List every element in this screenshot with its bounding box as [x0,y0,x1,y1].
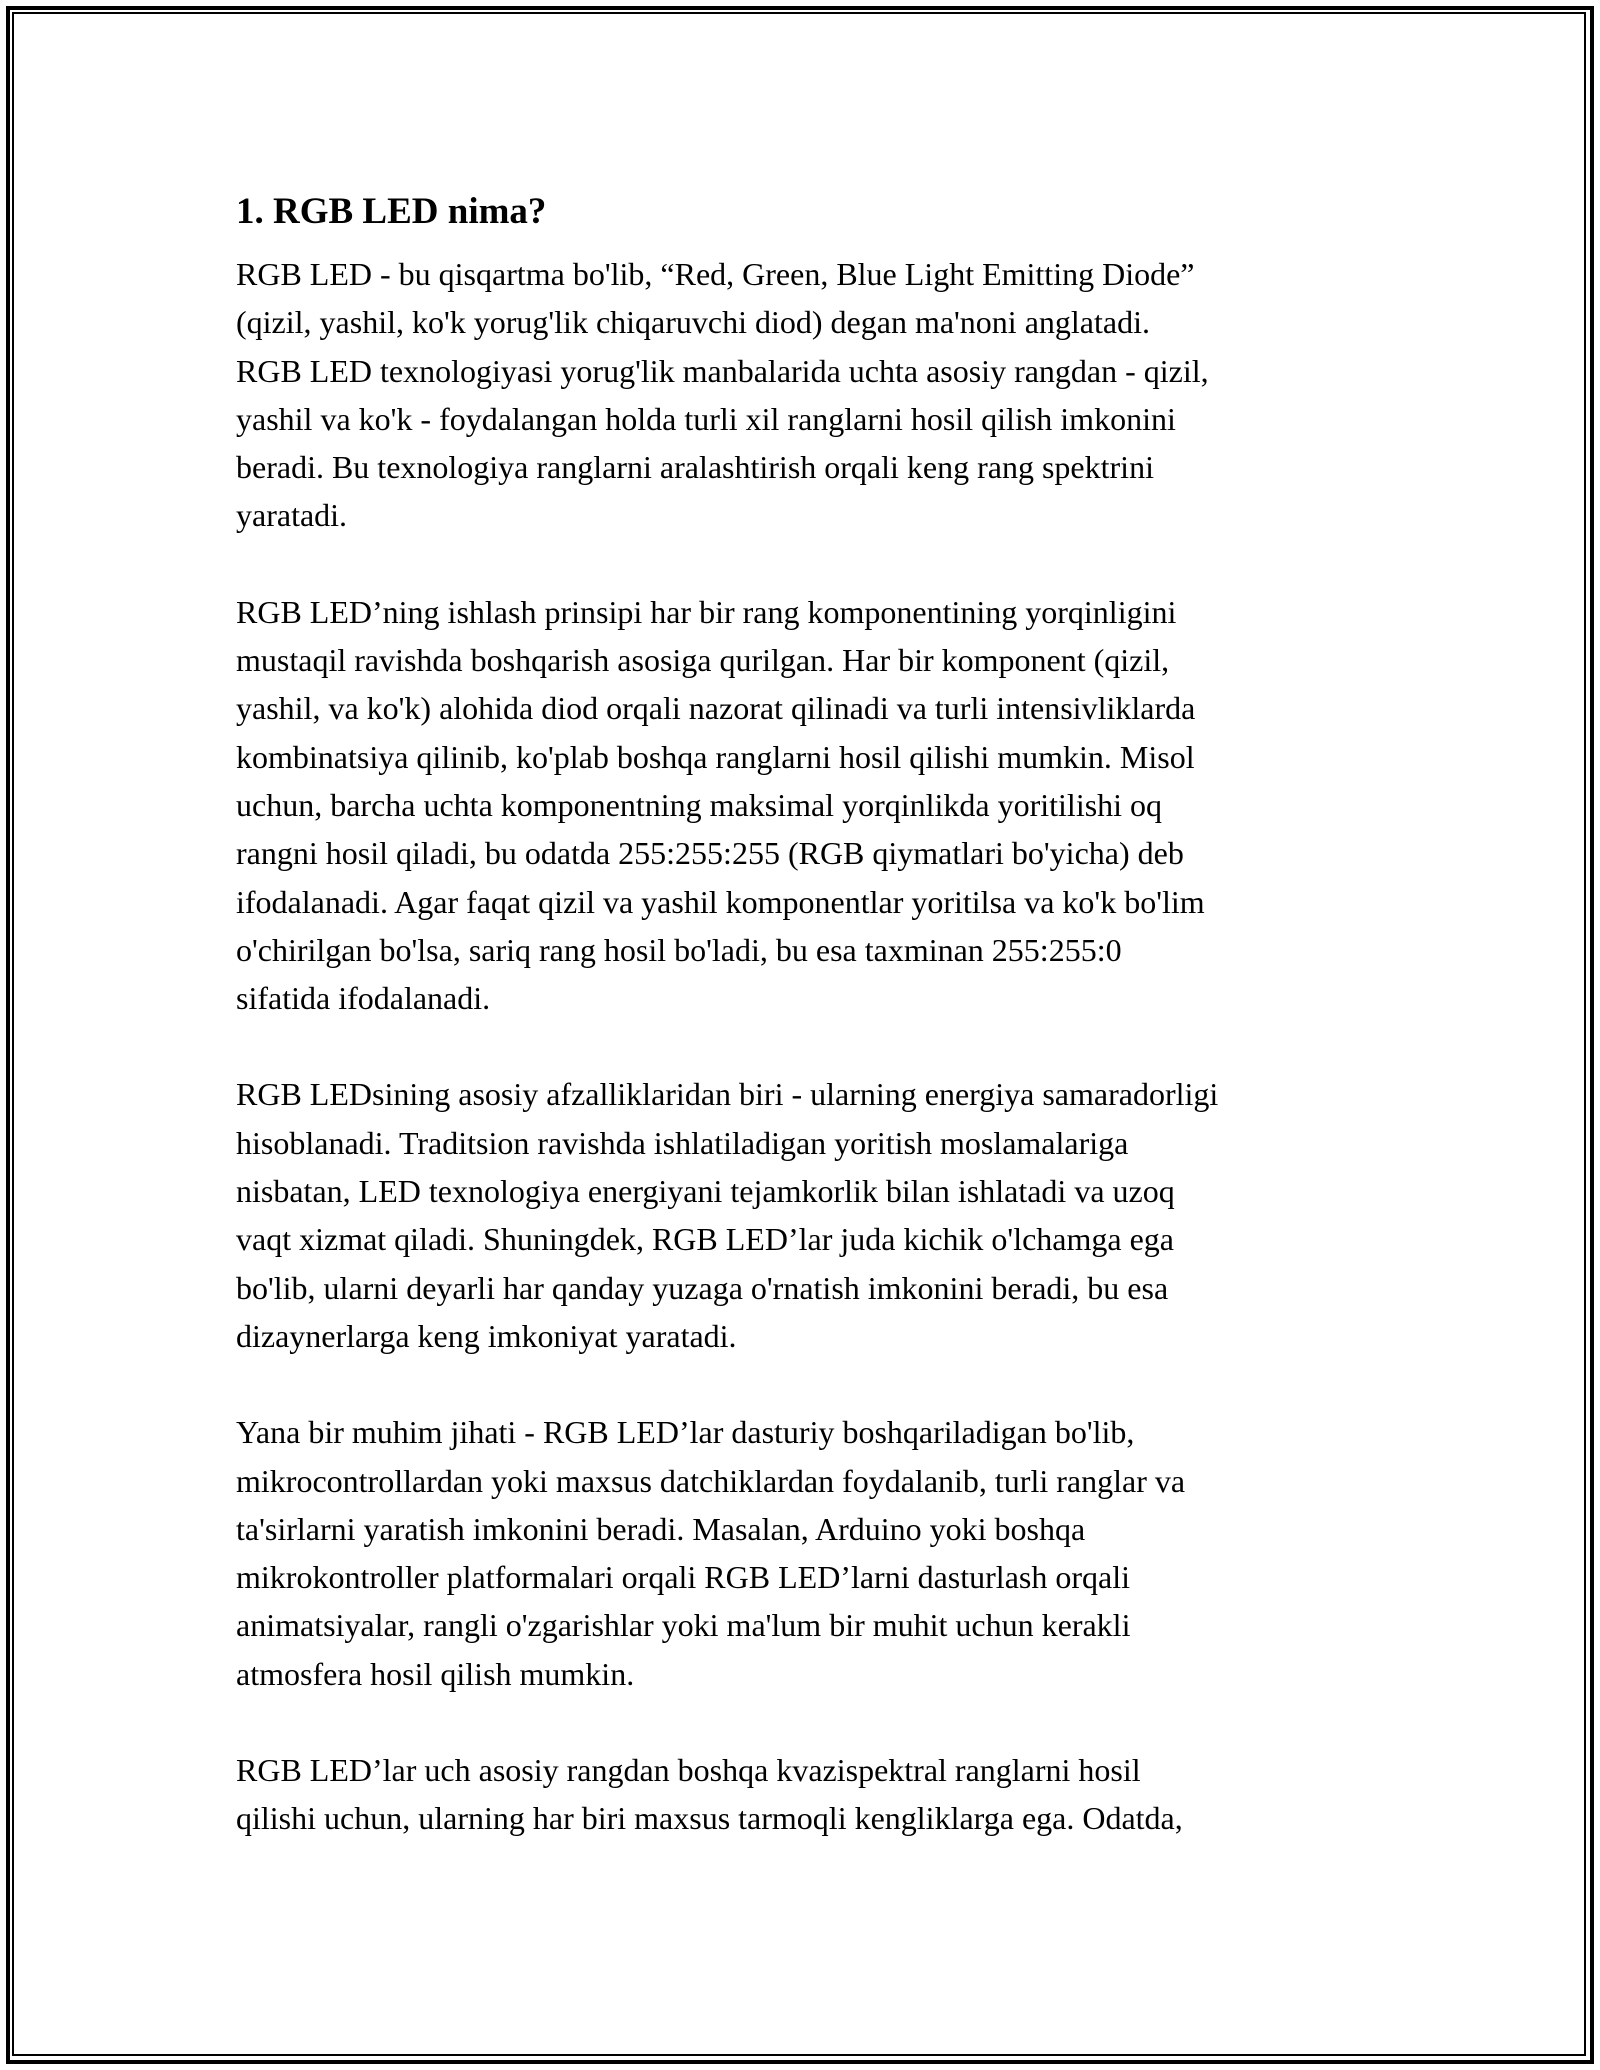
paragraph-1: RGB LED - bu qisqartma bo'lib, “Red, Green, Blue Light Emitting Diode” (qizil, yashil, ko'k yorug'lik chiqaruvchi diod) degan ma'noni anglatadi. RGB LED texnologiyasi yorug'lik manbalarida uchta asosiy rangdan - qizil, yashil va ko'k - foydalangan holda turli xil ranglarni hosil qilish imkonini beradi. Bu texnologiya ranglarni aralashtirish orqali keng rang spektrini yaratadi. [236,256,1209,534]
paragraph-2: RGB LED’ning ishlash prinsipi har bir rang komponentining yorqinligini mustaqil ravishda boshqarish asosiga qurilgan. Har bir komponent (qizil, yashil, va ko'k) alohida diod orqali nazorat qilinadi va turli intensivliklarda kombinatsiya qilinib, ko'plab boshqa ranglarni hosil qilishi mumkin. Misol uchun, barcha uchta komponentning maksimal yorqinlikda yoritilishi oq rangni hosil qiladi, bu odatda 255:255:255 (RGB qiymatlari bo'yicha) deb ifodalanadi. Agar faqat qizil va yashil komponentlar yoritilsa va ko'k bo'lim o'chirilgan bo'lsa, sariq rang hosil bo'ladi, bu esa taxminan 255:255:0 sifatida ifodalanadi. [236,593,1205,1017]
paragraph-5: RGB LED’lar uch asosiy rangdan boshqa kvazispektral ranglarni hosil qilishi uchun, ularning har biri maxsus tarmoqli kengliklarga ega. Odatda, [236,1752,1183,1837]
document-body [236,186,1376,1891]
paragraph-4: Yana bir muhim jihati - RGB LED’lar dasturiy boshqariladigan bo'lib, mikrocontrollardan yoki maxsus datchiklardan foydalanib, turli ranglar va ta'sirlarni yaratish imkonini beradi. Masalan, Arduino yoki boshqa mikrokontroller platformalari orqali RGB LED’larni dasturlash orqali animatsiyalar, rangli o'zgarishlar yoki ma'lum bir muhit uchun kerakli atmosfera hosil qilish mumkin. [236,1414,1186,1692]
paragraph-3: RGB LEDsining asosiy afzalliklaridan biri - ularning energiya samaradorligi hisoblanadi. Traditsion ravishda ishlatiladigan yoritish moslamalariga nisbatan, LED texnologiya energiyani tejamkorlik bilan ishlatadi va uzoq vaqt xizmat qiladi. Shuningdek, RGB LED’lar juda kichik o'lchamga ega bo'lib, ularni deyarli har qanday yuzaga o'rnatish imkonini beradi, bu esa dizaynerlarga keng imkoniyat yaratadi. [236,1076,1219,1354]
section-heading: 1. RGB LED nima? [236,191,547,232]
